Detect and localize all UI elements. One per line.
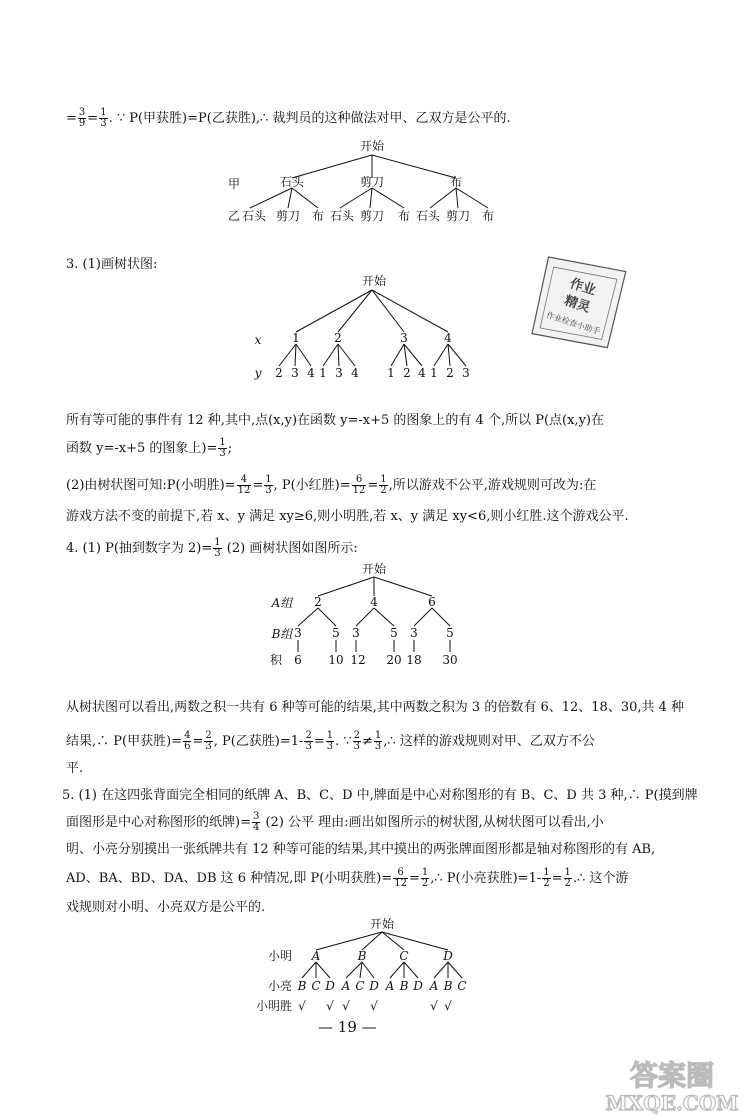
fraction: $\frac{1}{2}$ [543, 867, 550, 889]
tree-leaf: 3 [352, 626, 360, 640]
row-label: 小明胜 [255, 999, 293, 1013]
fraction: $\frac{2}{3}$ [305, 730, 312, 752]
q3-line-3: (2)由树状图可知:P(小明胜)= $\frac{4}{12}$ = $\frac{1}{3}$ , P(小红胜)= $\frac{6}{12}$ = $\frac{1}{2}$ ,所以游戏不公平,游戏规则可改为:在 [66, 474, 597, 496]
tree-leaf: D [369, 979, 379, 993]
row-label: A组 [271, 596, 293, 610]
tree-leaf: 5 [446, 626, 454, 640]
product-value: 30 [442, 653, 458, 667]
tree-root: 开始 [359, 139, 385, 153]
fraction: $\frac{3}{4}$ [252, 811, 260, 833]
tree-leaf: 剪刀 [359, 209, 385, 223]
row-label: y [254, 366, 262, 380]
tree-leaf: 3 [291, 366, 299, 380]
win-mark: √ [298, 999, 306, 1013]
tree-leaf: D [413, 979, 423, 993]
tree-node: 3 [400, 331, 408, 345]
tree-leaf: C [457, 979, 467, 993]
tree-leaf: 石头 [415, 209, 441, 223]
tree-node: 剪刀 [359, 175, 385, 189]
watermark-logo [602, 1055, 744, 1115]
homework-helper-stamp [522, 246, 632, 358]
q4-line-1: 4. (1) P(抽到数字为 2)= $\frac{1}{3}$ (2) 画树状图如图所示: [66, 537, 358, 559]
tree-leaf: 布 [397, 209, 411, 223]
fraction: $\frac{1}{3}$ [214, 537, 221, 559]
q5-line-1: 5. (1) 在这四张背面完全相同的纸牌 A、B、C、D 中,牌面是中心对称图形的有 B、C、D 共 3 种,∴ P(摸到牌 [62, 788, 698, 803]
fraction: $\frac{1}{2}$ [380, 474, 387, 496]
fraction: $\frac{1}{3}$ [265, 474, 272, 496]
tree-leaf: 1 [387, 366, 395, 380]
fraction: $\frac{2}{3}$ [205, 730, 212, 752]
tree-leaf: 5 [332, 626, 340, 640]
row-label: 小亮 [267, 979, 293, 993]
product-value: 12 [350, 653, 366, 667]
tree-leaf: 4 [307, 366, 315, 380]
tree-root: 开始 [361, 562, 387, 576]
tree-leaf: 2 [446, 366, 454, 380]
tree-leaf: C [311, 979, 321, 993]
tree-leaf: B [399, 979, 409, 993]
q3-line-2: 函数 y=-x+5 的图象上)= $\frac{1}{3}$ ; [66, 437, 233, 459]
product-value: 20 [386, 653, 402, 667]
product-value: 18 [406, 653, 422, 667]
row-label: 积 [269, 653, 283, 667]
svg-text:作业检查小助手: 作业检查小助手 [545, 310, 602, 337]
tree-leaf: 1 [430, 366, 438, 380]
fraction: $\frac{1}{3}$ [100, 107, 107, 129]
svg-text:作业: 作业 [568, 276, 598, 299]
tree-leaf: 石头 [241, 209, 267, 223]
tree-node: 6 [428, 595, 436, 609]
tree-leaf: D [325, 979, 335, 993]
q5-line-4: AD、BA、BD、DA、DB 这 6 种情况,即 P(小明获胜)= $\frac{6}{12}$ = $\frac{1}{2}$ ,∴ P(小亮获胜)=1- $\frac{1}{2}$ = $\frac{1}{2}$ .∴ 这个游 [66, 867, 629, 889]
product-value: 10 [328, 653, 344, 667]
tree-leaf: 2 [403, 366, 411, 380]
tree-node: 布 [449, 175, 463, 189]
q3-line-1: 所有等可能的事件有 12 种,其中,点(x,y)在函数 y=-x+5 的图象上的有 4 个,所以 P(点(x,y)在 [66, 413, 604, 428]
tree-node: 4 [370, 595, 378, 609]
win-mark: √ [444, 999, 452, 1013]
tree-leaf: 石头 [329, 209, 355, 223]
q5-line-3: 明、小亮分别摸出一张纸牌共有 12 种等可能的结果,其中摸出的两张牌面图形都是轴对称图形的有 AB, [66, 842, 656, 857]
product-value: 6 [294, 653, 302, 667]
tree-node: D [443, 949, 453, 963]
tree-node: 2 [334, 331, 342, 345]
fraction: $\frac{1}{3}$ [374, 730, 382, 752]
tree-leaf: 4 [351, 366, 359, 380]
svg-text:MXQE.COM: MXQE.COM [605, 1091, 739, 1115]
tree-leaf: 剪刀 [445, 209, 471, 223]
row-label: B组 [271, 627, 293, 641]
fraction: $\frac{1}{3}$ [219, 437, 226, 459]
tree-node: B [357, 949, 367, 963]
tree-leaf: 布 [311, 209, 325, 223]
fraction: $\frac{2}{3}$ [353, 730, 361, 752]
tree-leaf: 3 [410, 626, 418, 640]
tree-leaf: 2 [275, 366, 283, 380]
tree-node: C [399, 949, 409, 963]
tree-leaf: A [341, 979, 351, 993]
win-mark: √ [342, 999, 350, 1013]
tree-leaf: 5 [390, 626, 398, 640]
q5-line-2: 面图形是中心对称图形的纸牌)= $\frac{3}{4}$ (2) 公平 理由:画出如图所示的树状图,从树状图可以看出,小 [66, 811, 604, 833]
fraction: $\frac{3}{9}$ [78, 107, 86, 129]
tree-node: 1 [292, 331, 300, 345]
fraction: $\frac{4}{12}$ [237, 474, 251, 496]
svg-text:精灵: 精灵 [562, 293, 592, 316]
fraction: $\frac{6}{12}$ [352, 474, 366, 496]
fraction: $\frac{1}{2}$ [564, 867, 571, 889]
q5-line-5: 戏规则对小明、小亮双方是公平的. [66, 900, 266, 915]
row-label: 乙 [227, 209, 241, 223]
fraction: $\frac{6}{12}$ [394, 867, 407, 889]
win-mark: √ [370, 999, 378, 1013]
tree-leaf: A [385, 979, 395, 993]
tree-leaf: 4 [418, 366, 426, 380]
page-number: — 19 — [318, 1018, 377, 1036]
tree-leaf: 3 [335, 366, 343, 380]
tree-root: 开始 [361, 274, 387, 288]
tree-leaf: B [443, 979, 453, 993]
fraction: $\frac{1}{2}$ [421, 867, 429, 889]
tree-node: 4 [444, 331, 452, 345]
tree-node: 石头 [279, 175, 305, 189]
tree-node: A [311, 949, 321, 963]
q3-line-4: 游戏方法不变的前提下,若 x、y 满足 xy≥6,则小明胜,若 x、y 满足 xy<6,则小红胜.这个游戏公平. [66, 509, 629, 524]
q4-line-2: 从树状图可以看出,两数之积一共有 6 种等可能的结果,其中两数之积为 3 的倍数有 6、12、18、30,共 4 种 [66, 700, 685, 715]
tree-leaf: B [297, 979, 307, 993]
tree-root: 开始 [369, 917, 395, 931]
intro-line: = $\frac{3}{9}$ = $\frac{1}{3}$ . ∵ P(甲获胜)=P(乙获胜),∴ 裁判员的这种做法对甲、乙双方是公平的. [66, 107, 511, 129]
fraction: $\frac{4}{6}$ [184, 730, 191, 752]
fraction: $\frac{1}{3}$ [326, 730, 334, 752]
win-mark: √ [430, 999, 438, 1013]
row-label: x [254, 333, 262, 347]
q4-line-3: 结果,∴ P(甲获胜)= $\frac{4}{6}$ = $\frac{2}{3}$ , P(乙获胜)=1- $\frac{2}{3}$ = $\frac{1}{3}$ . ∵ $\frac{2}{3}$ ≠ $\frac{1}{3}$ ,∴ 这样的游戏规则对甲、乙双方不公 [66, 730, 595, 752]
q4-line-4: 平. [66, 761, 84, 776]
svg-text:答案圈: 答案圈 [629, 1059, 715, 1092]
row-label: 甲 [227, 177, 241, 191]
tree-leaf: C [355, 979, 365, 993]
tree-leaf: 3 [294, 626, 302, 640]
win-mark: √ [326, 999, 334, 1013]
row-label: 小明 [267, 949, 293, 963]
tree-leaf: 3 [462, 366, 470, 380]
tree-node: 2 [314, 595, 322, 609]
tree-leaf: 剪刀 [275, 209, 301, 223]
q3-title: 3. (1)画树状图: [66, 257, 158, 272]
tree-leaf: A [429, 979, 439, 993]
tree-leaf: 1 [319, 366, 327, 380]
tree-leaf: 布 [481, 209, 495, 223]
